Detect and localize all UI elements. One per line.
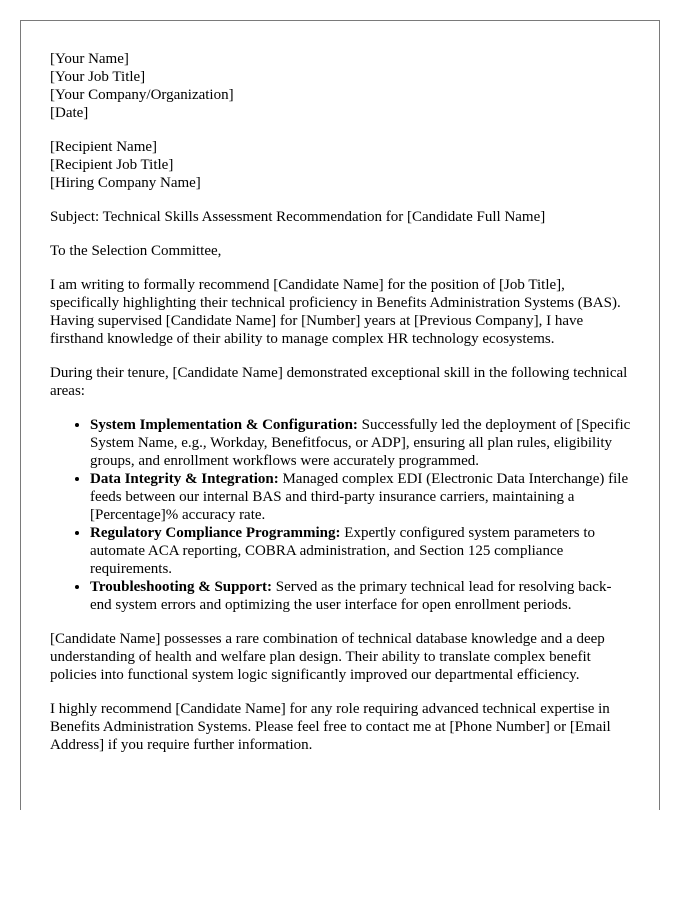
recipient-job-title: [Recipient Job Title] <box>50 157 174 173</box>
sender-block <box>50 50 631 122</box>
sender-name: [Your Name] <box>50 51 129 67</box>
subject-line: Subject: Technical Skills Assessment Recommendation for [Candidate Full Name] <box>50 209 546 225</box>
salutation: To the Selection Committee, <box>50 243 222 259</box>
letter-page <box>20 20 660 810</box>
skill-title: Troubleshooting & Support: <box>90 579 272 595</box>
combination-paragraph: [Candidate Name] possesses a rare combination of technical database knowledge and a deep understanding of health and welfare plan design. Their ability to translate complex benefit policies into functional system logic significantly improved our departmental efficiency. <box>50 631 605 683</box>
list-item <box>90 524 631 578</box>
skill-description: Expertly configured system parameters to automate ACA reporting, COBRA administration, and Section 125 compliance requirements. <box>90 525 596 577</box>
skill-title: Regulatory Compliance Programming: <box>90 525 341 541</box>
letter-date: [Date] <box>50 105 89 121</box>
tenure-paragraph: During their tenure, [Candidate Name] demonstrated exceptional skill in the following technical areas: <box>50 365 628 399</box>
closing-paragraph: I highly recommend [Candidate Name] for any role requiring advanced technical expertise in Benefits Administration Systems. Please feel free to contact me at [Phone Number] or [Email Address] if you require further information. <box>50 701 611 753</box>
skill-title: System Implementation & Configuration: <box>90 417 358 433</box>
skill-description: Served as the primary technical lead for resolving back-end system errors and optimizing the user interface for open enrollment periods. <box>90 579 612 613</box>
sender-job-title: [Your Job Title] <box>50 69 146 85</box>
skills-list <box>50 416 631 614</box>
list-item <box>90 578 631 614</box>
skill-description: Successfully led the deployment of [Specific System Name, e.g., Workday, Benefitfocus, or ADP], ensuring all plan rules, eligibility groups, and enrollment workflows were accurately programmed. <box>90 417 631 469</box>
recipient-company: [Hiring Company Name] <box>50 175 201 191</box>
skill-title: Data Integrity & Integration: <box>90 471 279 487</box>
sender-company: [Your Company/Organization] <box>50 87 234 103</box>
recipient-name: [Recipient Name] <box>50 139 158 155</box>
list-item <box>90 470 631 524</box>
skill-description: Managed complex EDI (Electronic Data Interchange) file feeds between our internal BAS and third-party insurance carriers, maintaining a [Percentage]% accuracy rate. <box>90 471 629 523</box>
intro-paragraph: I am writing to formally recommend [Candidate Name] for the position of [Job Title], specifically highlighting their technical proficiency in Benefits Administration Systems (BAS). Having supervised [Candidate Name] for [Number] years at [Previous Company], I have firsthand knowledge of their ability to manage complex HR technology ecosystems. <box>50 277 621 347</box>
list-item <box>90 416 631 470</box>
recipient-block <box>50 138 631 192</box>
